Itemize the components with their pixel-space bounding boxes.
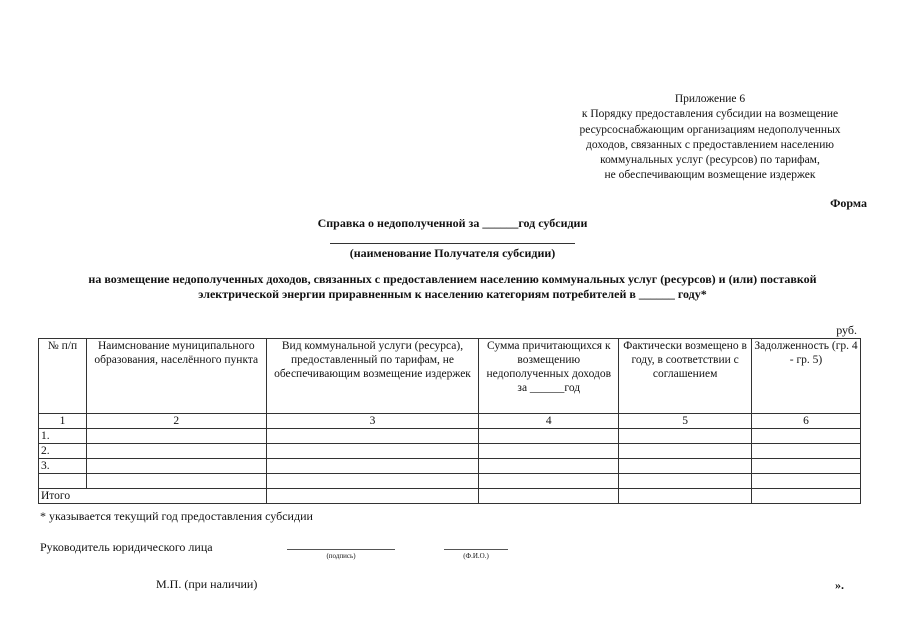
table-cell	[266, 444, 479, 459]
table-row	[39, 474, 861, 489]
column-number: 4	[479, 414, 619, 429]
row-number: 3.	[39, 459, 87, 474]
seal-label: М.П. (при наличии)	[156, 577, 258, 591]
subsidy-table	[38, 338, 861, 504]
table-cell	[752, 429, 861, 444]
closing-quote-mark: ».	[835, 578, 844, 592]
table-row	[39, 459, 861, 474]
currency-unit: руб.	[836, 323, 857, 337]
table-cell	[479, 444, 619, 459]
table-cell	[86, 459, 266, 474]
table-cell	[619, 459, 752, 474]
column-number-row	[39, 414, 861, 429]
full-name-caption: (Ф.И.О.)	[463, 552, 489, 560]
table-row	[39, 429, 861, 444]
annex-title: Приложение 6	[674, 93, 746, 105]
table-cell	[266, 459, 479, 474]
row-number: 2.	[39, 444, 87, 459]
table-cell	[86, 429, 266, 444]
footnote: * указывается текущий год предоставления субсидии	[40, 509, 313, 523]
table-cell	[479, 459, 619, 474]
column-header: Сумма причитающихся к возмещению недополученных доходов за ______год	[479, 339, 619, 414]
table-cell	[266, 429, 479, 444]
signature-caption: (подпись)	[326, 552, 356, 560]
table-cell	[266, 474, 479, 489]
column-header: Наимснование муниципального образования, населённого пункта	[86, 339, 266, 414]
table-cell	[479, 429, 619, 444]
row-number	[39, 474, 87, 489]
column-number: 2	[86, 414, 266, 429]
annex-line: к Порядку предоставления субсидии на возмещение	[581, 108, 839, 121]
table-cell	[479, 489, 619, 504]
table-cell	[619, 444, 752, 459]
table-cell	[619, 429, 752, 444]
column-number: 3	[266, 414, 479, 429]
annex-line: коммунальных услуг (ресурсов) по тарифам,	[600, 154, 820, 167]
column-header: Задолженность (гр. 4 - гр. 5)	[752, 339, 861, 414]
total-label: Итого	[39, 489, 267, 504]
column-header: Фактически возмещено в году, в соответствии с соглашением	[619, 339, 752, 414]
annex-line: доходов, связанных с предоставлением населению	[586, 138, 834, 151]
table-cell	[479, 474, 619, 489]
table-row	[39, 444, 861, 459]
table-cell	[752, 444, 861, 459]
full-name-line	[444, 549, 508, 550]
annex-line: ресурсоснабжающим организациям недополученных	[579, 123, 841, 136]
annex-reference	[540, 92, 880, 184]
total-row	[39, 489, 861, 504]
row-number: 1.	[39, 429, 87, 444]
table-cell	[752, 474, 861, 489]
table-cell	[752, 459, 861, 474]
column-number: 1	[39, 414, 87, 429]
column-number: 5	[619, 414, 752, 429]
table-cell	[86, 444, 266, 459]
column-header: Вид коммунальной услуги (ресурса), предоставленный по тарифам, не обеспечивающим возмещение издержек	[266, 339, 479, 414]
table-cell	[86, 474, 266, 489]
annex-line: не обеспечивающим возмещение издержек	[604, 169, 816, 182]
purpose-text	[40, 272, 865, 302]
table-cell	[266, 489, 479, 504]
purpose-line: электрической энергии приравненным к населению категориям потребителей в ______ году*	[198, 287, 707, 301]
form-label: Форма	[830, 196, 867, 210]
table-cell	[619, 474, 752, 489]
table-header-row	[39, 339, 861, 414]
table-cell	[619, 489, 752, 504]
document-title: Справка о недополученной за ______год субсидии	[317, 216, 588, 230]
head-of-legal-entity-label: Руководитель юридического лица	[40, 540, 213, 554]
recipient-caption: (наименование Получателя субсидии)	[349, 246, 556, 260]
recipient-name-line	[330, 243, 575, 244]
column-header: № п/п	[39, 339, 87, 414]
table-cell	[752, 489, 861, 504]
column-number: 6	[752, 414, 861, 429]
signature-line	[287, 549, 395, 550]
purpose-line: на возмещение недополученных доходов, связанных с предоставлением населению коммунальных услуг (ресурсов) и (или) поставкой	[88, 272, 817, 286]
